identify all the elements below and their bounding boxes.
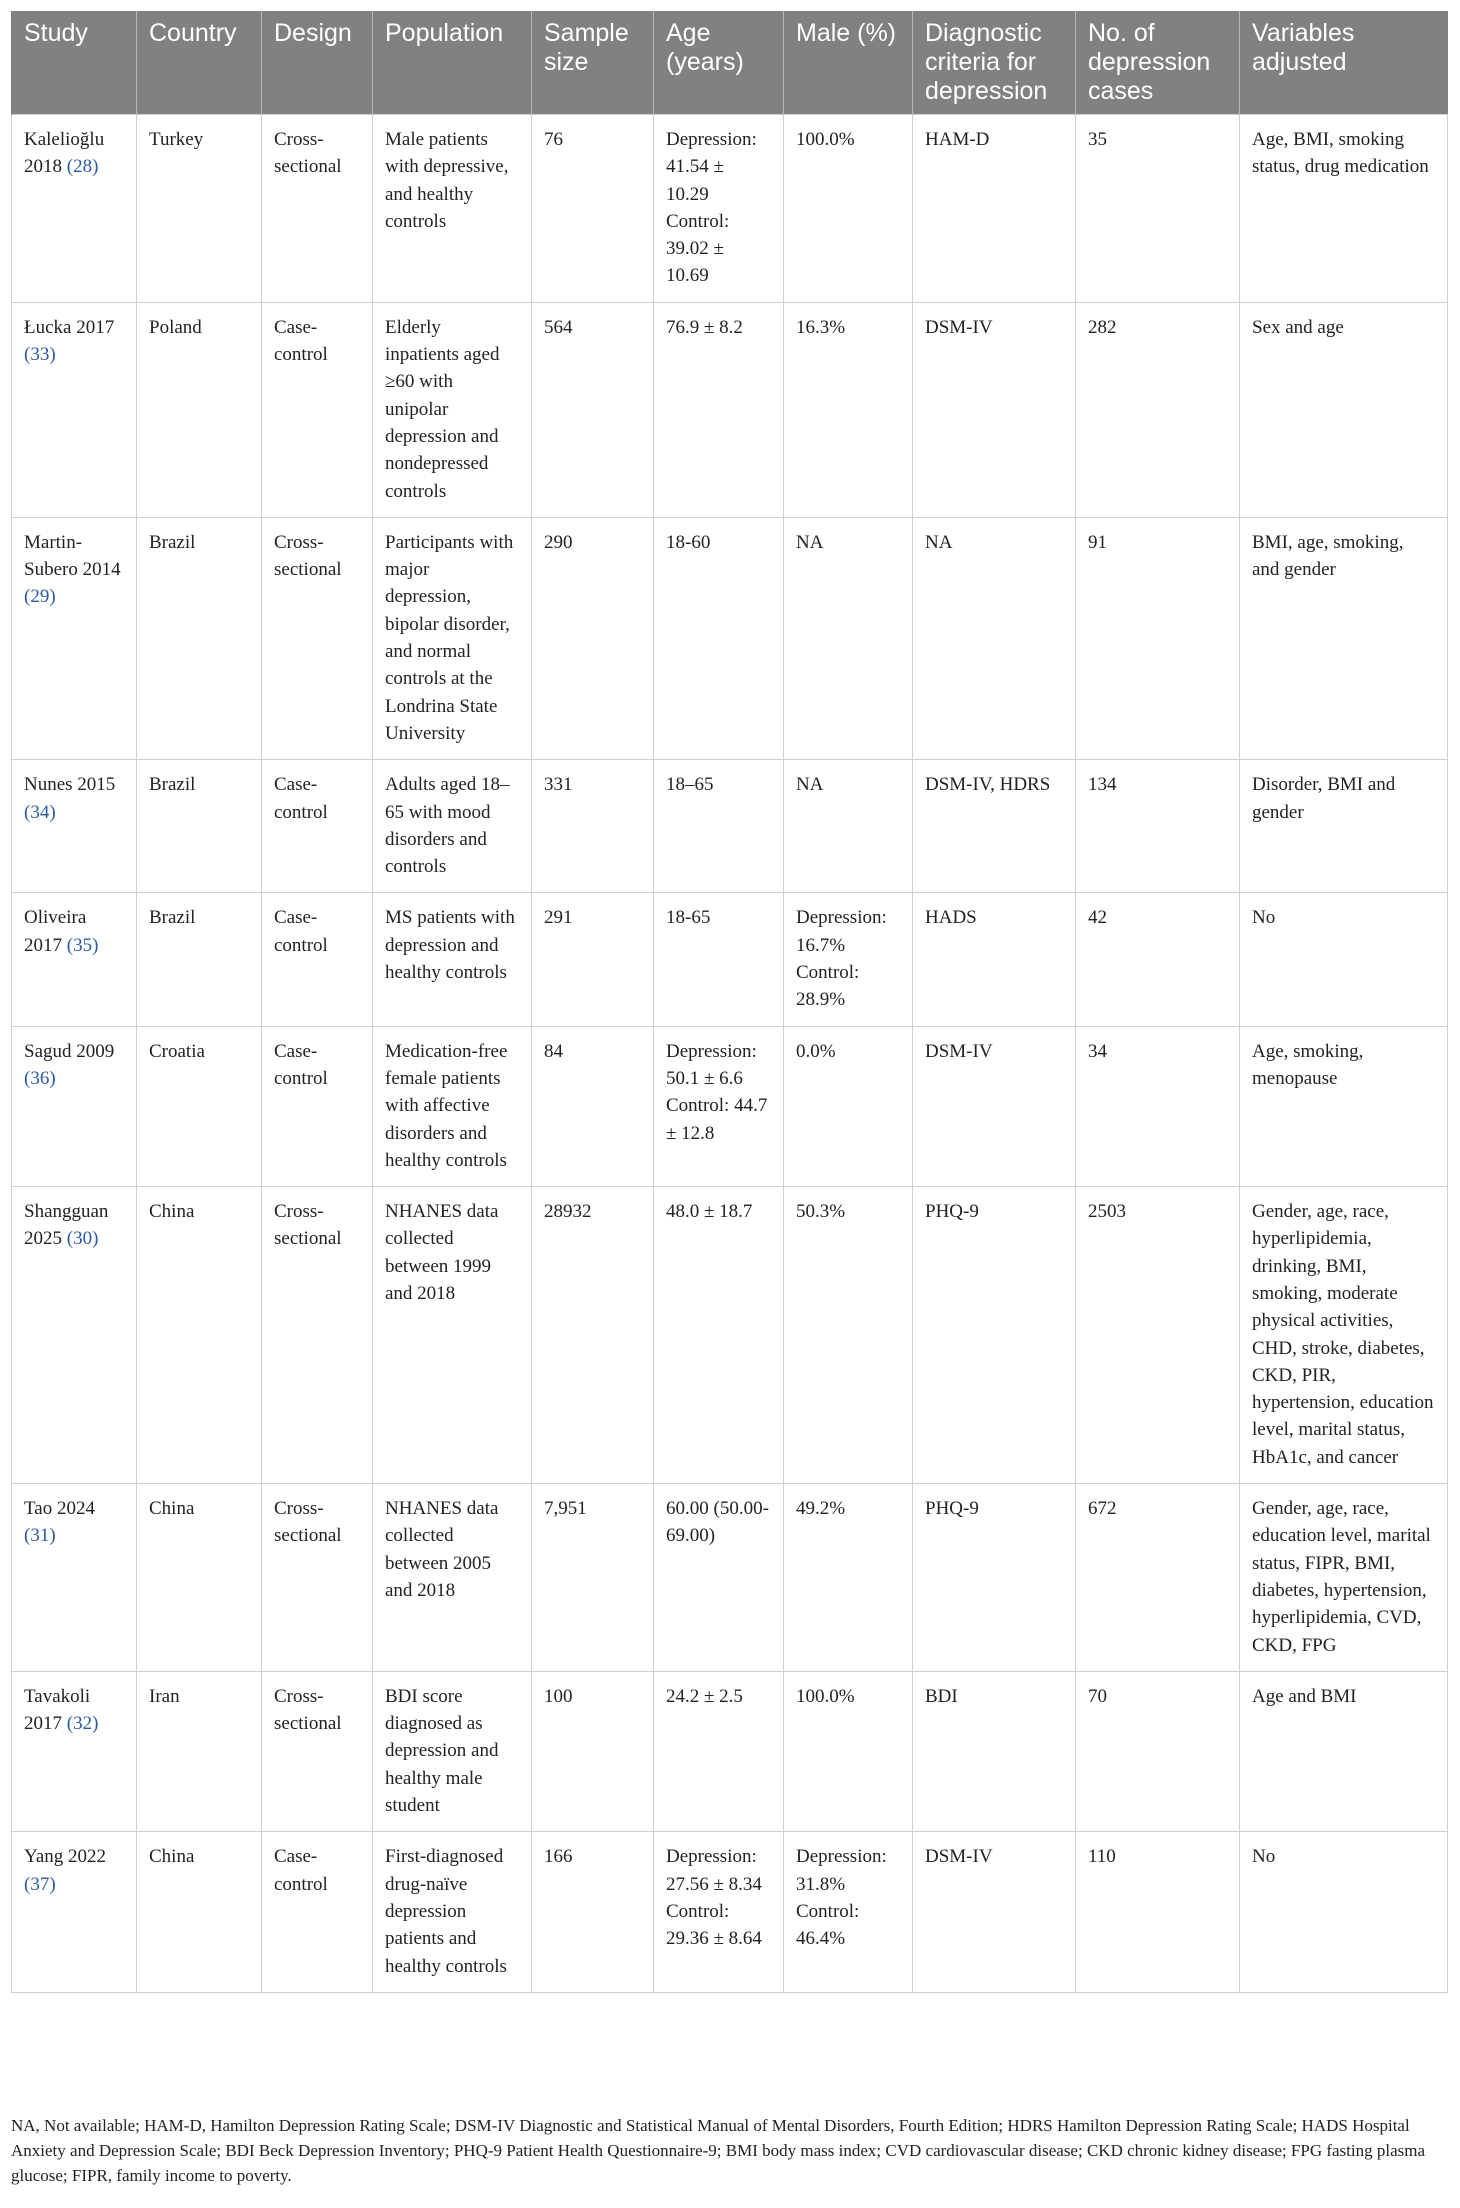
cell-male-line: NA <box>796 531 824 553</box>
cell-criteria: NA <box>913 517 1076 759</box>
header-criteria: Diagnostic criteria for depression <box>913 11 1076 115</box>
cell-sample-size: 100 <box>532 1671 654 1831</box>
cell-age-line: Control: 44.7 ± 12.8 <box>666 1095 768 1144</box>
cell-male <box>784 1671 913 1831</box>
study-name: Tao 2024 <box>24 1498 95 1520</box>
cell-male <box>784 1187 913 1484</box>
cell-male-line: 100.0% <box>796 1685 855 1707</box>
header-sample-size: Sample size <box>532 11 654 115</box>
cell-male <box>784 1832 913 1992</box>
cell-cases: 110 <box>1076 1832 1240 1992</box>
cell-age <box>654 115 784 303</box>
cell-variables: BMI, age, smoking, and gender <box>1240 517 1448 759</box>
reference-link[interactable]: (32) <box>66 1713 99 1735</box>
table-row <box>12 1671 1448 1831</box>
cell-criteria: DSM-IV <box>913 1832 1076 1992</box>
cell-age-line: Control: 39.02 ± 10.69 <box>666 210 730 287</box>
cell-criteria: DSM-IV <box>913 302 1076 517</box>
cell-variables: Age and BMI <box>1240 1671 1448 1831</box>
cell-age <box>654 302 784 517</box>
cell-design: Cross-sectional <box>262 115 373 303</box>
cell-country: Brazil <box>137 760 262 893</box>
cell-age-line: 18-65 <box>666 907 711 929</box>
cell-age-line: Depression: 41.54 ± 10.29 <box>666 129 757 205</box>
cell-country: China <box>137 1484 262 1672</box>
cell-age <box>654 893 784 1026</box>
cell-age <box>654 1671 784 1831</box>
study-name: Shangguan 2025 <box>24 1201 109 1250</box>
reference-link[interactable]: (36) <box>24 1067 56 1089</box>
cell-male <box>784 517 913 759</box>
study-name: Łucka 2017 <box>24 316 115 338</box>
header-male: Male (%) <box>784 11 913 115</box>
cell-cases: 42 <box>1076 893 1240 1026</box>
reference-link[interactable]: (30) <box>66 1228 99 1250</box>
cell-design: Case-control <box>262 760 373 893</box>
cell-design: Cross-sectional <box>262 1484 373 1672</box>
cell-male <box>784 1484 913 1672</box>
cell-population: Participants with major depression, bipolar disorder, and normal controls at the Londrina State University <box>373 517 532 759</box>
cell-design: Cross-sectional <box>262 517 373 759</box>
cell-criteria: BDI <box>913 1671 1076 1831</box>
cell-age-line: 60.00 (50.00-69.00) <box>666 1498 769 1547</box>
cell-design: Cross-sectional <box>262 1671 373 1831</box>
reference-link[interactable]: (29) <box>24 586 56 608</box>
cell-age-line: 18–65 <box>666 774 714 796</box>
cell-male-line: Depression: 16.7% <box>796 907 887 956</box>
cell-male-line: Control: 46.4% <box>796 1900 860 1950</box>
cell-variables: No <box>1240 893 1448 1026</box>
cell-country: Poland <box>137 302 262 517</box>
reference-link[interactable]: (35) <box>66 934 99 956</box>
cell-cases: 70 <box>1076 1671 1240 1831</box>
cell-cases: 91 <box>1076 517 1240 759</box>
cell-design: Case-control <box>262 1026 373 1186</box>
cell-male-line: Control: 28.9% <box>796 962 860 1011</box>
cell-country: China <box>137 1832 262 1992</box>
cell-age <box>654 760 784 893</box>
cell-variables: Age, BMI, smoking status, drug medication <box>1240 115 1448 303</box>
table-footnote: NA, Not available; HAM-D, Hamilton Depression Rating Scale; DSM-IV Diagnostic and Statistical Manual of Mental Disorders, Fourth Edition; HDRS Hamilton Depression Rating Scale; HADS Hospital Anxiety and Depression Scale; BDI Beck Depression Inventory; PHQ-9 Patient Health Questionnaire-9; BMI body mass index; CVD cardiovascular disease; CKD chronic kidney disease; FPG fasting plasma glucose; FIPR, family income to poverty. <box>11 2116 1426 2185</box>
cell-male-line: 0.0% <box>796 1040 836 1062</box>
reference-link[interactable]: (37) <box>24 1873 56 1895</box>
cell-male <box>784 760 913 893</box>
cell-cases: 134 <box>1076 760 1240 893</box>
cell-male-line: 49.2% <box>796 1498 846 1520</box>
cell-age-line: 18-60 <box>666 531 711 553</box>
table-row <box>12 517 1448 759</box>
cell-country: China <box>137 1187 262 1484</box>
reference-link[interactable]: (31) <box>24 1525 56 1547</box>
study-name: Yang 2022 <box>24 1846 107 1868</box>
cell-design: Case-control <box>262 1832 373 1992</box>
cell-population: MS patients with depression and healthy controls <box>373 893 532 1026</box>
table-row <box>12 760 1448 893</box>
cell-study <box>12 893 137 1026</box>
cell-population: First-diagnosed drug-naïve depression patients and healthy controls <box>373 1832 532 1992</box>
cell-sample-size: 7,951 <box>532 1484 654 1672</box>
table-row <box>12 1187 1448 1484</box>
study-name: Oliveira 2017 <box>24 907 87 956</box>
cell-population: NHANES data collected between 1999 and 2018 <box>373 1187 532 1484</box>
header-row <box>12 11 1448 115</box>
cell-age <box>654 517 784 759</box>
study-name: Kalelioğlu 2018 <box>24 129 105 178</box>
cell-sample-size: 331 <box>532 760 654 893</box>
cell-sample-size: 28932 <box>532 1187 654 1484</box>
cell-age <box>654 1026 784 1186</box>
cell-variables: Age, smoking, menopause <box>1240 1026 1448 1186</box>
cell-cases: 2503 <box>1076 1187 1240 1484</box>
cell-criteria: PHQ-9 <box>913 1187 1076 1484</box>
cell-study <box>12 302 137 517</box>
reference-link[interactable]: (28) <box>66 156 99 178</box>
cell-criteria: HAM-D <box>913 115 1076 303</box>
cell-male-line: 100.0% <box>796 129 855 150</box>
cell-age-line: Depression: 50.1 ± 6.6 <box>666 1040 757 1089</box>
cell-design: Case-control <box>262 893 373 1026</box>
cell-study <box>12 1484 137 1672</box>
cell-criteria: HADS <box>913 893 1076 1026</box>
cell-sample-size: 291 <box>532 893 654 1026</box>
cell-sample-size: 564 <box>532 302 654 517</box>
cell-population: Elderly inpatients aged ≥60 with unipolar depression and nondepressed controls <box>373 302 532 517</box>
header-population: Population <box>373 11 532 115</box>
table-row <box>12 1026 1448 1186</box>
cell-country: Brazil <box>137 893 262 1026</box>
cell-study <box>12 1671 137 1831</box>
study-name: Nunes 2015 <box>24 774 116 796</box>
cell-age-line: Depression: 27.56 ± 8.34 <box>666 1846 762 1895</box>
cell-criteria: DSM-IV, HDRS <box>913 760 1076 893</box>
cell-study <box>12 517 137 759</box>
header-cases: No. of depression cases <box>1076 11 1240 115</box>
cell-cases: 34 <box>1076 1026 1240 1186</box>
header-study: Study <box>12 11 137 115</box>
cell-design: Case-control <box>262 302 373 517</box>
cell-sample-size: 76 <box>532 115 654 303</box>
study-characteristics-table <box>11 11 1448 1993</box>
table-row <box>12 115 1448 303</box>
cell-design: Cross-sectional <box>262 1187 373 1484</box>
cell-cases: 282 <box>1076 302 1240 517</box>
cell-country: Turkey <box>137 115 262 303</box>
cell-sample-size: 166 <box>532 1832 654 1992</box>
cell-cases: 35 <box>1076 115 1240 303</box>
cell-sample-size: 84 <box>532 1026 654 1186</box>
cell-age-line: 24.2 ± 2.5 <box>666 1685 743 1707</box>
cell-age-line: 48.0 ± 18.7 <box>666 1201 753 1223</box>
cell-male <box>784 893 913 1026</box>
cell-study <box>12 115 137 303</box>
cell-age-line: Control: 29.36 ± 8.64 <box>666 1900 762 1950</box>
study-name: Sagud 2009 <box>24 1040 115 1062</box>
cell-population: Adults aged 18–65 with mood disorders and controls <box>373 760 532 893</box>
cell-population: NHANES data collected between 2005 and 2018 <box>373 1484 532 1672</box>
header-country: Country <box>137 11 262 115</box>
table-body <box>12 115 1448 1993</box>
cell-variables: Gender, age, race, hyperlipidemia, drinking, BMI, smoking, moderate physical activities, CHD, stroke, diabetes, CKD, PIR, hypertension, education level, marital status, HbA1c, and cancer <box>1240 1187 1448 1484</box>
cell-age <box>654 1832 784 1992</box>
header-age: Age (years) <box>654 11 784 115</box>
cell-male-line: NA <box>796 774 824 796</box>
cell-country: Iran <box>137 1671 262 1831</box>
cell-male <box>784 1026 913 1186</box>
cell-male-line: Depression: 31.8% <box>796 1846 887 1895</box>
cell-cases: 672 <box>1076 1484 1240 1672</box>
cell-criteria: PHQ-9 <box>913 1484 1076 1672</box>
cell-male <box>784 115 913 303</box>
cell-study <box>12 1026 137 1186</box>
cell-age-line: 76.9 ± 8.2 <box>666 316 743 338</box>
table-row <box>12 893 1448 1026</box>
table-row <box>12 1484 1448 1672</box>
cell-male-line: 16.3% <box>796 316 846 338</box>
cell-male-line: 50.3% <box>796 1201 846 1223</box>
cell-country: Brazil <box>137 517 262 759</box>
cell-country: Croatia <box>137 1026 262 1186</box>
cell-study <box>12 760 137 893</box>
cell-study <box>12 1187 137 1484</box>
cell-variables: No <box>1240 1832 1448 1992</box>
cell-male <box>784 302 913 517</box>
cell-population: BDI score diagnosed as depression and healthy male student <box>373 1671 532 1831</box>
cell-age <box>654 1484 784 1672</box>
reference-link[interactable]: (33) <box>24 344 56 366</box>
cell-sample-size: 290 <box>532 517 654 759</box>
study-name: Tavakoli 2017 <box>24 1685 91 1735</box>
cell-population: Medication-free female patients with affective disorders and healthy controls <box>373 1026 532 1186</box>
cell-variables: Disorder, BMI and gender <box>1240 760 1448 893</box>
cell-population: Male patients with depressive, and healthy controls <box>373 115 532 303</box>
table-row <box>12 1832 1448 1992</box>
header-design: Design <box>262 11 373 115</box>
cell-study <box>12 1832 137 1992</box>
cell-age <box>654 1187 784 1484</box>
cell-criteria: DSM-IV <box>913 1026 1076 1186</box>
reference-link[interactable]: (34) <box>24 801 56 823</box>
study-name: Martin-Subero 2014 <box>24 531 121 581</box>
cell-variables: Sex and age <box>1240 302 1448 517</box>
table-row <box>12 302 1448 517</box>
header-variables: Variables adjusted <box>1240 11 1448 115</box>
cell-variables: Gender, age, race, education level, marital status, FIPR, BMI, diabetes, hypertension, hyperlipidemia, CVD, CKD, FPG <box>1240 1484 1448 1672</box>
